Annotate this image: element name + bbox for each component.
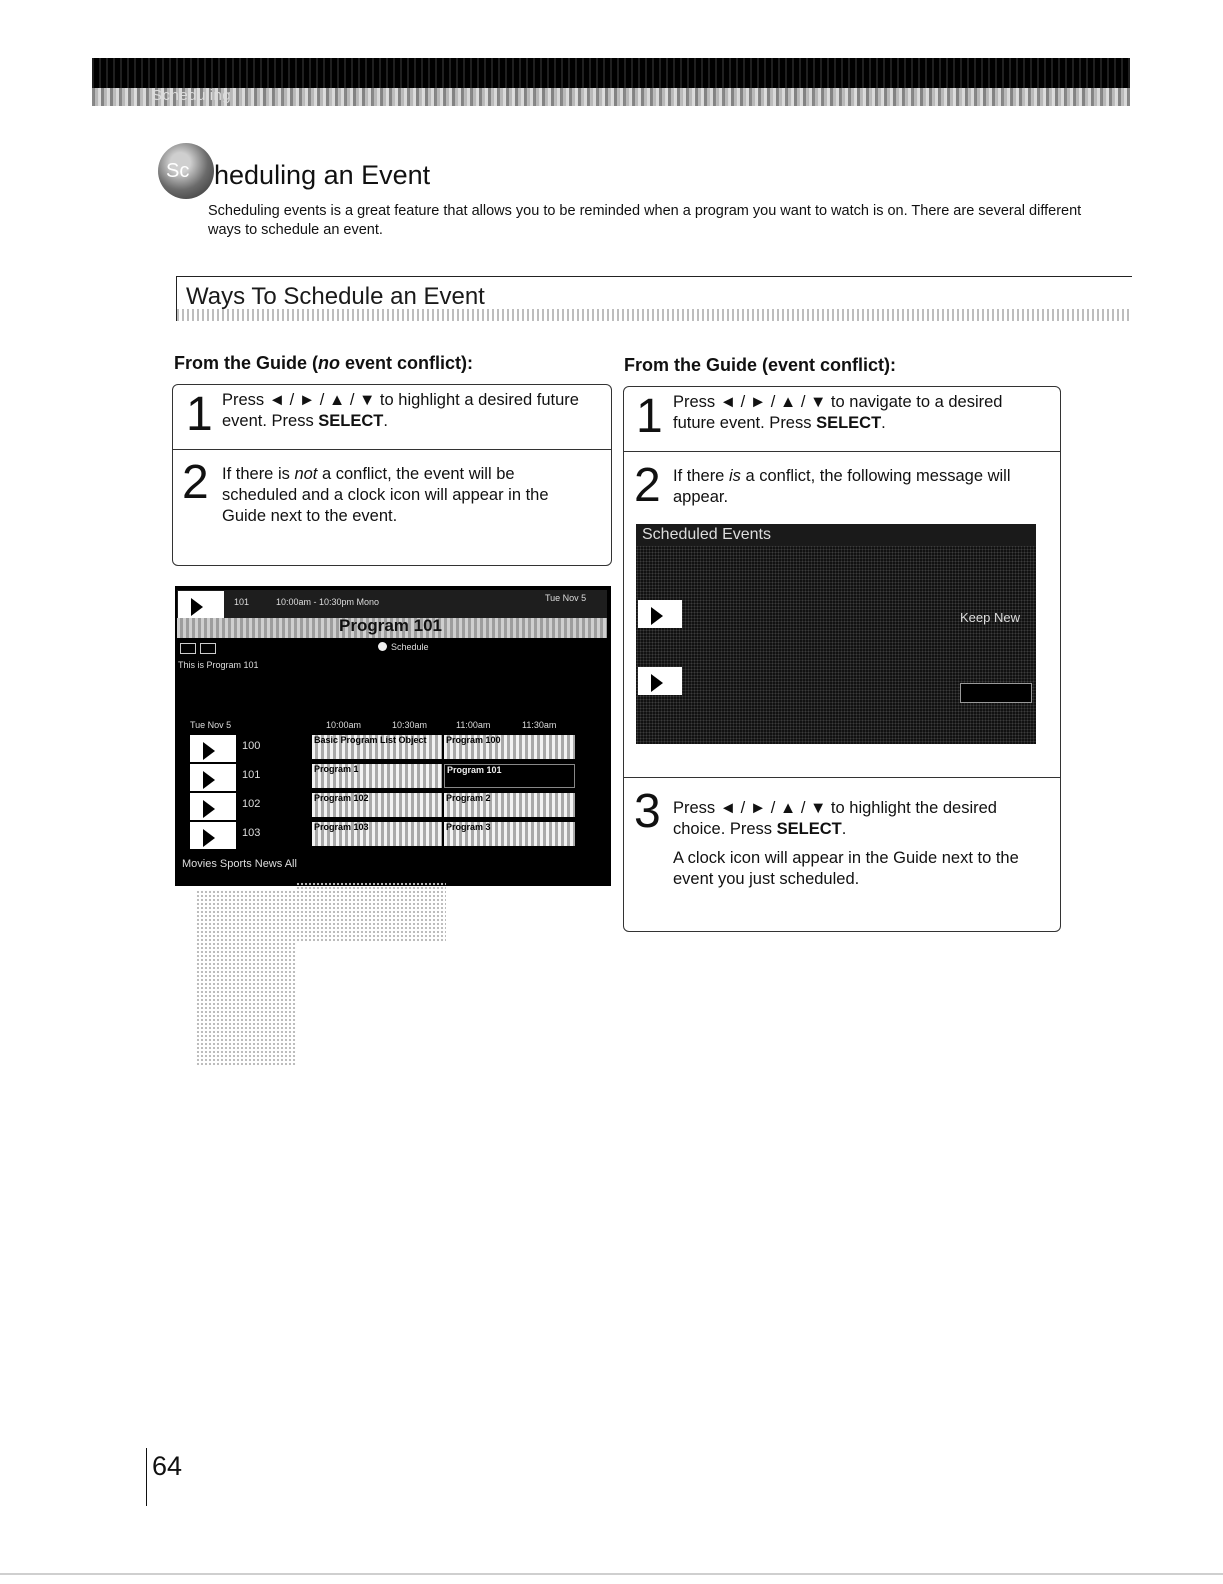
guide-program-cell[interactable]: Program 1 <box>312 764 442 788</box>
option-highlight[interactable] <box>960 683 1032 703</box>
round-badge-icon <box>158 143 214 199</box>
step-note: A clock icon will appear in the Guide next to the event you just scheduled. <box>673 849 1019 888</box>
guide-program-title: Program 101 <box>339 616 442 635</box>
guide-channel-number: 103 <box>242 827 261 839</box>
step-text-part: If there <box>673 467 729 485</box>
step-number: 1 <box>186 388 213 441</box>
guide-rating-icons <box>180 641 240 651</box>
step-text-bold: SELECT <box>318 412 384 430</box>
guide-time-range: 10:00am - 10:30pm Mono <box>276 597 380 607</box>
step-number: 3 <box>634 785 661 838</box>
step-text <box>222 464 592 527</box>
print-artifact <box>296 882 446 942</box>
guide-program-cell[interactable]: Basic Program List Object <box>312 735 442 759</box>
guide-channel-number: 100 <box>242 740 261 752</box>
scheduled-events-screenshot <box>636 524 1036 744</box>
play-logo-icon <box>190 793 236 820</box>
step-text-bold: SELECT <box>816 414 882 432</box>
right-column-heading: From the Guide (event conflict): <box>624 355 897 375</box>
play-logo-icon <box>638 667 682 695</box>
play-logo-icon <box>190 764 236 791</box>
guide-program-cell[interactable]: Program 3 <box>444 822 575 846</box>
ways-section-title: Ways To Schedule an Event <box>186 283 485 310</box>
play-logo-icon <box>190 735 236 762</box>
step-text-bold: SELECT <box>776 820 842 838</box>
guide-program-cell-scheduled[interactable]: Program 101 <box>444 764 575 788</box>
step-text-part: . <box>841 820 847 838</box>
step-number: 2 <box>182 456 209 509</box>
play-logo-icon <box>638 600 682 628</box>
guide-channel-number: 101 <box>242 769 261 781</box>
guide-date-label: Tue Nov 5 <box>190 720 232 730</box>
guide-schedule-label <box>378 642 429 652</box>
step-text-part: If there is <box>222 465 295 483</box>
page-number: 64 <box>152 1451 183 1481</box>
guide-program-cell[interactable]: Program 2 <box>444 793 575 817</box>
guide-footer-filters: Movies Sports News All <box>182 858 297 870</box>
divider <box>173 449 611 450</box>
guide-time-slot: 10:30am <box>392 720 428 730</box>
step-number: 2 <box>634 459 661 512</box>
print-artifact <box>196 890 296 1065</box>
guide-time-slot: 11:30am <box>522 720 557 730</box>
step-text-part: Press ◄ / ► / ▲ / ▼ to highlight a desired future event. Press <box>222 391 579 430</box>
step-number: 1 <box>636 390 663 443</box>
keep-new-option[interactable]: Keep New <box>960 610 1020 625</box>
page-title: heduling an Event <box>214 160 431 190</box>
guide-time-slot: 10:00am <box>326 720 362 730</box>
heading-emphasis: no <box>318 353 340 373</box>
step-text-emphasis: not <box>294 465 318 483</box>
play-logo-icon <box>178 591 224 619</box>
step-text <box>673 798 1043 840</box>
divider <box>624 777 1060 778</box>
guide-program-cell[interactable]: Program 102 <box>312 793 442 817</box>
guide-channel-number: 102 <box>242 798 261 810</box>
step-text <box>673 392 1045 434</box>
step-text-part: . <box>881 414 886 432</box>
clock-icon <box>378 642 387 651</box>
guide-time-slot: 11:00am <box>456 720 491 730</box>
left-column-heading <box>174 353 473 374</box>
step-text <box>222 390 592 432</box>
guide-description: This is Program 101 <box>178 660 259 670</box>
step-text-part: Press ◄ / ► / ▲ / ▼ to highlight the desired choice. Press <box>673 799 997 838</box>
guide-schedule-text: Schedule <box>391 642 429 652</box>
step-text <box>673 466 1053 508</box>
badge-letters: Sc <box>166 160 190 182</box>
heading-part: From the Guide ( <box>174 353 318 373</box>
step-text-part: a conflict, the event will be scheduled and a clock icon will appear in the Guide next to the event. <box>222 465 549 525</box>
step-text-part: . <box>383 412 388 430</box>
play-logo-icon <box>190 822 236 849</box>
intro-paragraph: Scheduling events is a great feature that allows you to be reminded when a program you want to watch is on. There are several different ways to schedule an event. <box>208 203 1082 238</box>
scheduled-events-title: Scheduled Events <box>642 526 771 543</box>
bottom-edge <box>0 1573 1223 1575</box>
guide-top-right-date: Tue Nov 5 <box>545 593 587 603</box>
page-number-rule <box>146 1448 147 1506</box>
step-text-part: Press ◄ / ► / ▲ / ▼ to navigate to a desired future event. Press <box>673 393 1003 432</box>
guide-program-cell[interactable]: Program 103 <box>312 822 442 846</box>
guide-top-channel: 101 <box>234 597 250 607</box>
heading-part: event conflict): <box>340 353 474 373</box>
step-text-part: a conflict, the following message will appear. <box>673 467 1011 506</box>
section-label: Scheduling <box>152 87 232 104</box>
guide-program-cell[interactable]: Program 100 <box>444 735 575 759</box>
section-header-band <box>92 58 1130 106</box>
divider <box>624 451 1060 452</box>
step-text-emphasis: is <box>728 467 741 485</box>
